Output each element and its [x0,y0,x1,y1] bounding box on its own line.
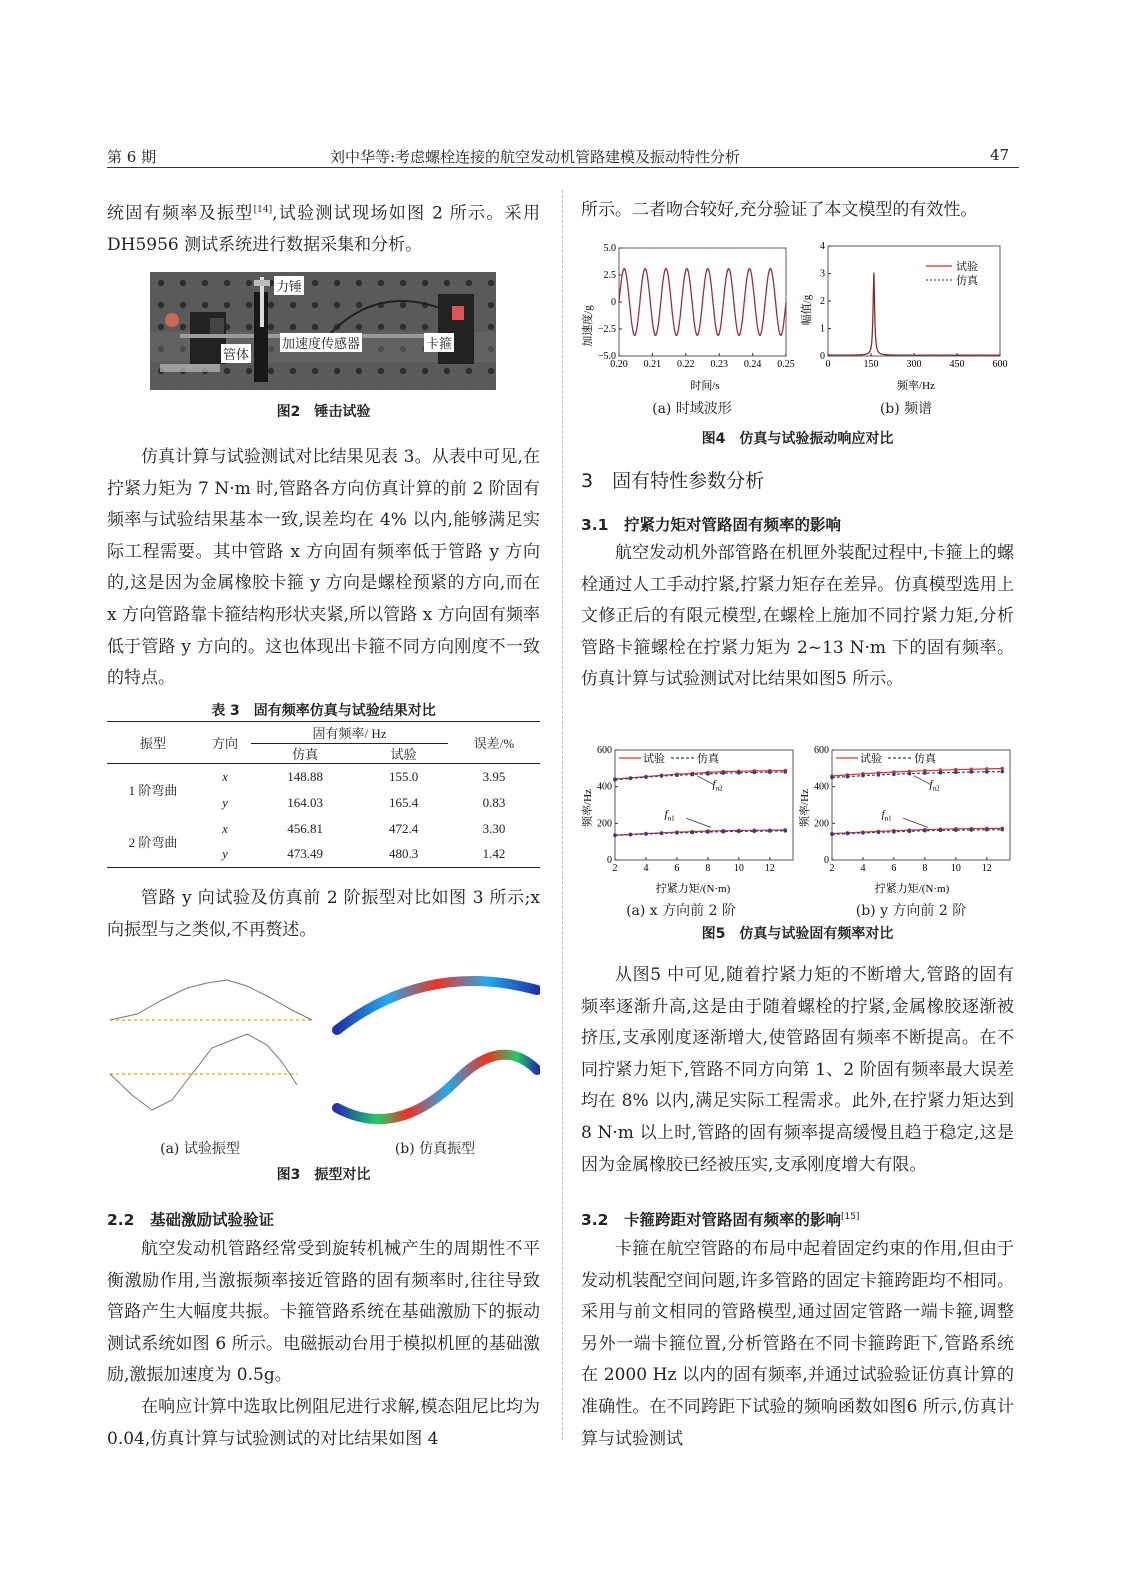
fig5-point [877,831,881,835]
fig5-point [1000,770,1004,774]
fig5-point [830,833,834,837]
table-row: 1 阶弯曲 x 148.88 155.0 3.95 [128,768,506,799]
fig5-point [783,829,787,833]
fig4a-xtick: 0.20 [610,359,628,370]
fig5-ytick: 400 [597,781,612,793]
fig5-sub-b: (b) y 方向前 2 阶 [855,903,967,919]
right-para-3: 从图5 中可见,随着拧紧力矩的不断增大,管路的固有频率逐渐升高,这是由于随着螺栓的拧紧,金属橡胶逐渐被挤压,支承刚度逐渐增大,使管路固有频率不断提高。在不同拧紧力矩下,管路不同方向第 1、2 阶固有频率最大误差均在 8% 以内,满足实际工程需求。此外,在拧紧力矩达到 8 N·m 以上时,管路的固有频率提高缓慢且趋于稳定,这是因为金属橡胶已经被压实,支承刚度增大有限。 [581,965,1014,1175]
fig5-point [644,775,648,779]
th-sim: 仿真 [251,744,359,764]
fig5-ytick: 0 [607,855,612,866]
fig5-point [985,828,989,832]
section-2-2-heading: 2.2 基础激励试验验证 [107,1211,274,1229]
fig3-sub-a: (a) 试验振型 [160,1141,240,1157]
fig5-xtick: 10 [733,863,744,874]
fig5-xtick: 4 [643,863,649,874]
fig4b-ytick: 3 [820,268,825,280]
table-row: y 473.49 480.3 1.42 [222,846,506,862]
fig4-sub-a: (a) 时域波形 [652,401,732,417]
fig5-fn2-label: $f_{n2}$ [712,778,723,793]
fig4a-ytick: 2.5 [603,270,616,281]
left-para-5: 在响应计算中选取比例阻尼进行求解,模态阻尼比均为 0.04,仿真计算与试验测试的对比结果如图 4 [107,1397,540,1449]
fig5a-x-direction [581,740,796,898]
fig5-point [768,770,772,774]
fig5-point [892,772,896,776]
fig5-point [908,829,912,833]
table-row: y 164.03 165.4 0.83 [222,794,506,810]
fig4b-ylabel: 幅值/g [801,294,813,326]
fig5-xtick: 6 [891,863,897,874]
fig3-sub-b: (b) 仿真振型 [394,1141,476,1157]
fig4b-xtick: 600 [992,359,1008,370]
fig3-mode-shapes [107,970,540,1130]
fig5-point [1000,767,1004,771]
fig5-point [613,834,617,838]
right-para-4: 卡箍在航空管路的布局中起着固定约束的作用,但由于发动机装配空间问题,许多管路的固定卡箍跨距均不相同。采用与前文相同的管路模型,通过固定管路一端卡箍,调整另外一端卡箍位置,分析管路在不同卡箍跨距下,管路系统在 2000 Hz 以内的固有频率,并通过试验验证仿真计算的准确性。在不同跨距下试验的频响函数如图6 所示,仿真计算与试验测试 [581,1239,1014,1449]
label-sensor: 加速度传感器 [280,333,362,352]
fig5-fn2-arrow [914,776,931,785]
fig5-fn1-arrow [903,818,928,827]
fig4a-ytick: 5.0 [603,243,616,254]
fig4b-xlabel: 频率/Hz [897,380,935,392]
fig5-point [722,830,726,834]
test-mode-2 [110,1034,297,1110]
section-3-heading: 3 固有特性参数分析 [581,470,765,492]
fig5-point [954,828,958,832]
fig5-point [675,831,679,835]
fig4a-series-test [619,269,786,336]
fig5-point [923,829,927,833]
fig4b-xtick: 0 [825,359,831,370]
fig5-fn1-label: $f_{n1}$ [664,808,675,823]
issue-number: 第 6 期 [107,148,157,166]
th-err: 误差/% [448,722,540,764]
fig5-point [861,774,865,778]
fig4b-ytick: 0 [820,351,825,362]
fig4a-xtick: 0.22 [677,359,695,370]
fig5-legend-test: 试验 [860,753,882,765]
test-mode-1 [110,980,312,1020]
label-tube: 管体 [221,344,251,363]
fig4a-time-waveform [581,234,796,394]
fig5-point [644,832,648,836]
sim-mode-1 [337,981,537,1030]
fig4-sub-b: (b) 频谱 [879,401,933,417]
fig5a-xlabel: 拧紧力矩/(N·m) [655,883,731,895]
fig4-caption: 图4 仿真与试验振动响应对比 [701,431,894,447]
fig5-point [737,771,741,775]
sim-mode-2 [337,1055,537,1119]
table-row: 2 阶弯曲 x 456.81 472.4 3.30 [128,820,506,850]
fig5-ytick: 400 [814,781,829,793]
fig5-point [691,831,695,835]
fig5-legend-test: 试验 [643,753,665,765]
fig4a-ytick: −5.0 [597,351,616,362]
fig5-legend-sim: 仿真 [914,753,936,765]
fig5-ytick: 600 [814,745,829,756]
fig5-xtick: 8 [705,863,711,874]
th-dir: 方向 [199,722,251,764]
fig4b-xtick: 300 [906,359,922,370]
label-hammer: 力锤 [274,276,304,295]
fig5-point [830,776,834,780]
fig4b-xtick: 150 [863,359,879,370]
fig5-xtick: 12 [981,863,992,874]
column-divider [562,190,564,1440]
fig5-point [846,832,850,836]
legend-test-label: 试验 [956,261,978,273]
th-freq: 固有频率/ Hz [251,722,448,744]
fig5-point [846,775,850,779]
fig4b-ytick: 4 [820,241,825,252]
fig5-point [877,773,881,777]
fig4a-xlabel: 时间/s [690,380,720,392]
fig5-frame [615,750,793,860]
fig5b-ylabel: 频率/Hz [799,789,811,827]
fig4a-xtick: 0.25 [777,359,795,370]
fig5-xtick: 8 [922,863,928,874]
fig5-ytick: 600 [597,745,612,756]
fig5-ytick: 200 [814,818,829,830]
fig5-point [691,773,695,777]
fig5-point [861,831,865,835]
fig4a-xtick: 0.24 [743,359,762,370]
legend-sim-label: 仿真 [956,275,978,287]
fig5-point [954,771,958,775]
fig5-point [613,778,617,782]
fig4a-xtick: 0.23 [710,359,728,370]
fig5-point [629,833,633,837]
table3-caption: 表 3 固有频率仿真与试验结果对比 [211,703,436,719]
fig5-sub-a: (a) x 方向前 2 阶 [626,903,736,919]
fig5-point [660,774,664,778]
fig5-point [1000,828,1004,832]
right-para-1: 所示。二者吻合较好,充分验证了本文模型的有效性。 [581,200,978,220]
fig5-point [706,830,710,834]
fig5-xtick: 10 [950,863,961,874]
header-rule [107,167,1019,168]
fig5-point [768,829,772,833]
fig4a-xtick: 0.21 [643,359,662,370]
fig5-point [675,774,679,778]
fig5-xtick: 6 [674,863,680,874]
fig5b-xlabel: 拧紧力矩/(N·m) [874,883,950,895]
fig5-xtick: 4 [860,863,866,874]
right-para-2: 航空发动机外部管路在机匣外装配过程中,卡箍上的螺栓通过人工手动拧紧,拧紧力矩存在差异。仿真模型选用上文修正后的有限元模型,在螺栓上施加不同拧紧力矩,分析管路卡箍螺栓在拧紧力矩为 2~13 N·m 下的固有频率。仿真计算与试验测试对比结果如图5 所示。 [581,543,1014,690]
fig4a-ytick: −2.5 [597,324,616,335]
fig5-point [783,770,787,774]
fig5-point [737,830,741,834]
fig5-xtick: 2 [829,863,835,874]
left-para-4: 航空发动机管路经常受到旋转机械产生的周期性不平衡激励作用,当激振频率接近管路的固有频率时,往往导致管路产生大幅度共振。卡箍管路系统在基础激励下的振动测试系统如图 6 所示。电磁振动台用于模拟机匣的基础激励,激振加速度为 0.5g。 [107,1239,540,1386]
fig5-frame [832,750,1010,860]
fig5-point [985,770,989,774]
fig5-point [753,771,757,775]
fig5-caption: 图5 仿真与试验固有频率对比 [701,926,894,942]
left-para-1: 统固有频率及振型[14],试验测试现场如图 2 所示。采用 DH5956 测试系统进行数据采集和分析。 [107,203,541,256]
left-para-3: 管路 y 向试验及仿真前 2 阶振型对比如图 3 所示;x 向振型与之类似,不再赘述。 [107,888,540,940]
fig5-point [970,828,974,832]
fig4b-ytick: 1 [820,323,825,335]
fig4a-ylabel: 加速度/g [582,305,594,347]
section-3-1-heading: 3.1 拧紧力矩对管路固有频率的影响 [581,516,841,534]
fig4a-ytick: 0 [611,297,616,308]
fig5-point [706,772,710,776]
fig5-fn2-label: $f_{n2}$ [929,778,940,793]
fig2-caption: 图2 锤击试验 [276,404,371,420]
fig4b-ytick: 2 [820,296,825,307]
fig5-xtick: 12 [764,863,775,874]
fig3-caption: 图3 振型对比 [276,1167,371,1183]
label-clamp: 卡箍 [424,333,454,352]
page-number: 47 [990,146,1010,164]
fig5-point [629,777,633,781]
fig5-point [970,770,974,774]
fig5-point [722,771,726,775]
fig5-xtick: 2 [612,863,618,874]
fig4b-spectrum [800,234,1020,394]
fig5-point [939,829,943,833]
fig5-fn1-arrow [686,818,711,827]
fig5-fn2-arrow [697,776,714,785]
fig5-point [753,829,757,833]
fig5-ytick: 0 [824,855,829,866]
hammer-test-photo [150,272,496,390]
fig4b-xtick: 450 [949,359,965,370]
running-title: 刘中华等:考虑螺栓连接的航空发动机管路建模及振动特性分析 [330,148,741,166]
fig5-fn1-label: $f_{n1}$ [881,808,892,823]
left-para-2: 仿真计算与试验测试对比结果见表 3。从表中可见,在拧紧力矩为 7 N·m 时,管路各方向仿真计算的前 2 阶固有频率与试验结果基本一致,误差均在 4% 以内,能够满足实际工程需要。其中管路 x 方向固有频率低于管路 y 方向的,这是因为金属橡胶卡箍 y 方向是螺栓预紧的方向,而在 x 方向管路靠卡箍结构形状夹紧,所以管路 x 方向固有频率低于管路 y 方向的。这也体现出卡箍不同方向刚度不一致的特点。 [107,447,540,689]
fig5-point [908,772,912,776]
th-test: 试验 [359,744,448,764]
fig5-legend-sim: 仿真 [697,753,719,765]
fig5-ytick: 200 [597,818,612,830]
fig5-series-line [832,769,1002,777]
table3 [107,721,540,868]
fig5-point [923,771,927,775]
fig5b-y-direction [798,740,1018,898]
th-mode: 振型 [107,722,199,764]
fig5-point [892,830,896,834]
fig5-point [939,771,943,775]
section-3-2-heading: 3.2 卡箍跨距对管路固有频率的影响[15] [581,1211,860,1229]
fig5-point [660,832,664,836]
fig5a-ylabel: 频率/Hz [582,789,594,827]
